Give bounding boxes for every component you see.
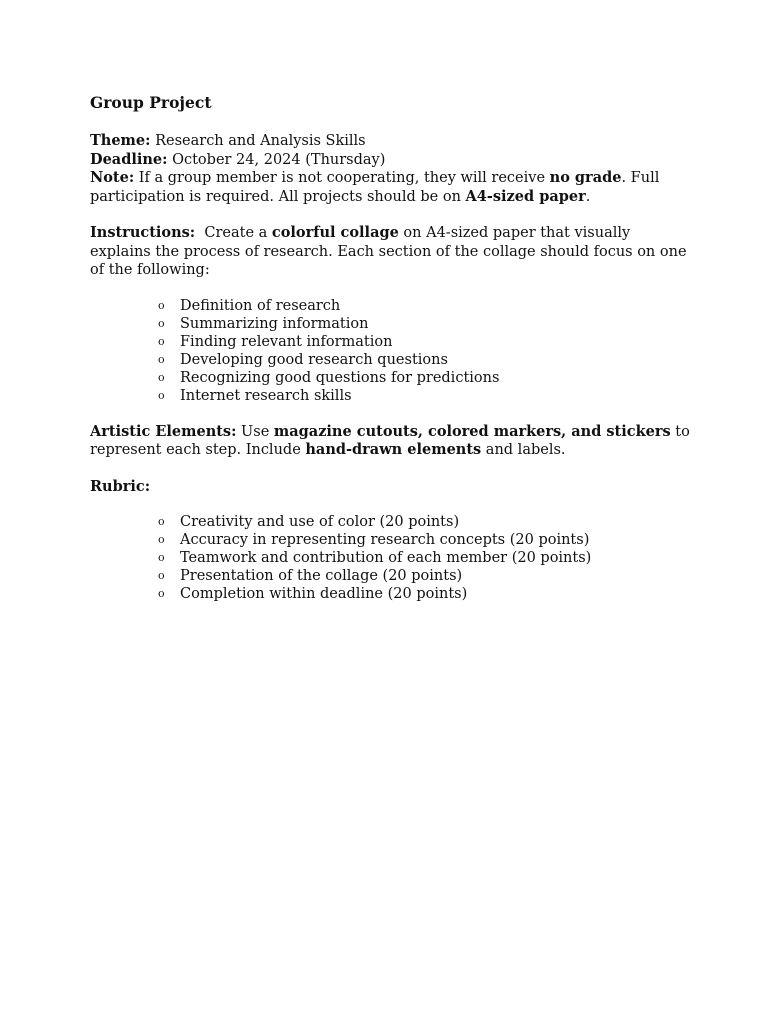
deadline-line (90, 151, 690, 170)
list-item-text: Summarizing information (180, 315, 369, 332)
rubric-heading (90, 478, 690, 497)
theme-label: Theme: (90, 132, 151, 149)
note-text-2: . Full participation is required. All projects should be on (90, 170, 660, 205)
note-bold-a4-paper: A4-sized paper (465, 187, 586, 205)
instructions-label: Instructions: (90, 224, 196, 241)
rubric-list (90, 513, 690, 603)
bullet-circle-icon: o (158, 533, 165, 546)
list-item-text: Internet research skills (180, 387, 352, 404)
list-item-text: Recognizing good questions for predictions (180, 369, 500, 386)
page-title: Group Project (90, 93, 212, 112)
list-item-text: Teamwork and contribution of each member (20 points) (180, 550, 592, 566)
list-item-text: Definition of research (180, 297, 341, 314)
artistic-text-1: Use (236, 423, 274, 440)
list-item-text: Developing good research questions (180, 351, 448, 368)
artistic-bold-materials: magazine cutouts, colored markers, and stickers (273, 422, 671, 440)
instructions-bold-collage: colorful collage (271, 224, 399, 241)
deadline-label: Deadline: (90, 150, 168, 168)
list-item (158, 387, 690, 405)
note-bold-no-grade: no grade (549, 169, 622, 186)
bullet-circle-icon: o (158, 352, 165, 366)
bullet-circle-icon: o (158, 316, 165, 330)
artistic-paragraph (90, 423, 690, 460)
list-item (158, 531, 690, 549)
list-item-text: Presentation of the collage (20 points) (180, 568, 463, 584)
bullet-circle-icon: o (158, 551, 165, 564)
instructions-paragraph (90, 224, 690, 280)
bullet-circle-icon: o (158, 569, 165, 582)
list-item-text: Completion within deadline (20 points) (180, 586, 468, 602)
instructions-text-2: on A4-sized paper that visually explains the process of research. Each section of the collage should focus on one of the following: (90, 225, 687, 278)
bullet-circle-icon: o (158, 370, 165, 384)
list-item (158, 333, 690, 351)
note-paragraph (90, 169, 690, 206)
list-item (158, 351, 690, 369)
instructions-text-1: Create a (195, 225, 272, 241)
note-text-1: If a group member is not cooperating, they will receive (134, 170, 550, 186)
list-item-text: Creativity and use of color (20 points) (180, 514, 460, 530)
document-page (90, 93, 690, 621)
list-item (158, 315, 690, 333)
theme-line (90, 132, 690, 151)
note-label: Note: (90, 169, 135, 186)
list-item (158, 567, 690, 585)
bullet-circle-icon: o (158, 298, 165, 312)
instruction-list (90, 297, 690, 405)
note-text-3: . (585, 188, 591, 205)
artistic-text-2: to represent each step. Include (90, 423, 690, 458)
list-item (158, 585, 690, 603)
rubric-label: Rubric: (90, 477, 151, 495)
list-item (158, 513, 690, 531)
list-item-text: Finding relevant information (180, 333, 393, 350)
artistic-bold-hand-drawn: hand-drawn elements (305, 441, 482, 458)
list-item-text: Accuracy in representing research concepts (20 points) (180, 532, 590, 548)
deadline-value: October 24, 2024 (Thursday) (167, 151, 386, 168)
theme-value: Research and Analysis Skills (150, 133, 366, 149)
bullet-circle-icon: o (158, 587, 165, 600)
list-item (158, 369, 690, 387)
bullet-circle-icon: o (158, 515, 165, 528)
bullet-circle-icon: o (158, 334, 165, 348)
artistic-text-3: and labels. (481, 442, 566, 458)
artistic-label: Artistic Elements: (90, 422, 237, 440)
list-item (158, 549, 690, 567)
bullet-circle-icon: o (158, 388, 165, 402)
list-item (158, 297, 690, 315)
